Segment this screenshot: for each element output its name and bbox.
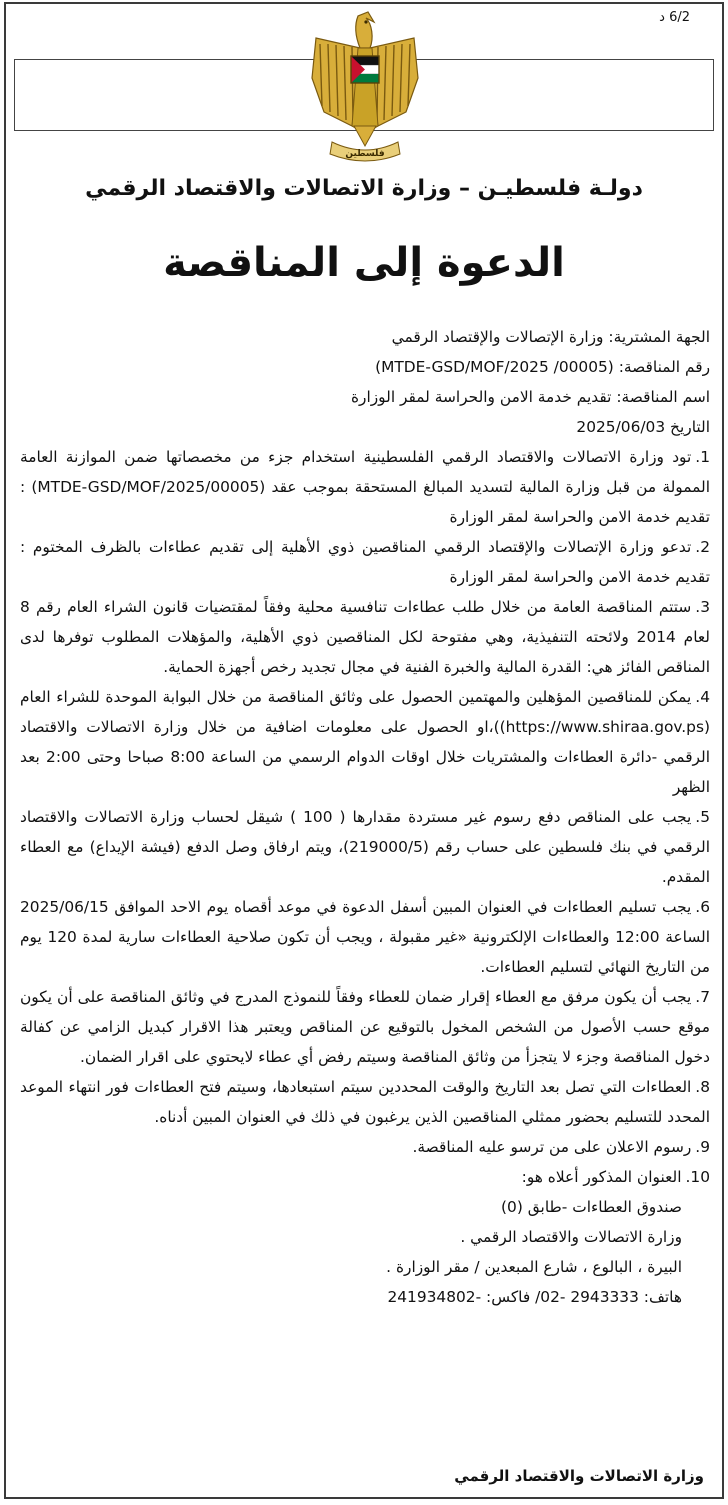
- list-item: 10.العنوان المذكور أعلاه هو:: [521, 1168, 710, 1186]
- list-item: 2.تدعو وزارة الإتصالات والإقتصاد الرقمي المناقصين ذوي الأهلية إلى تقديم عطاءات بالظرف المختوم : تقديم خدمة الامن والحراسة لمقر الوزارة: [20, 538, 710, 586]
- address-line: صندوق العطاءات -طابق (0): [501, 1198, 682, 1216]
- meta-purchaser: الجهة المشترية: وزارة الإتصالات والإقتصاد الرقمي: [391, 328, 710, 346]
- emblem-scroll-text: فلسطين: [345, 149, 385, 159]
- palestine-eagle-emblem: [308, 8, 422, 164]
- address-line: البيرة ، البالوع ، شارع المبعدين / مقر الوزارة .: [386, 1258, 682, 1276]
- ministry-signature: وزارة الاتصالات والاقتصاد الرقمي: [454, 1467, 704, 1485]
- list-item: 4.يمكن للمناقصين المؤهلين والمهتمين الحصول على وثائق المناقصة من خلال البوابة الموحدة للشراء العام (https://www.shiraa.gov.ps))،او الحصول على معلومات اضافية من خلال وزارة الاتصالات والاقتصاد الرقمي -دائرة العطاءات والمشتريات خلال اوقات الدوام الرسمي من الساعة 8:00 صباحا وحتى 2:00 بعد الظهر: [20, 688, 711, 796]
- tender-notice-page: [4, 2, 724, 1499]
- list-item: 7.يجب أن يكون مرفق مع العطاء إقرار ضمان للعطاء وفقاً للنموذج المدرج في وثائق المناقصة على أن يكون موقع حسب الأصول من الشخص المخول بالتوقيع عن المناقص ويعتبر هذا الاقرار كبديل الزامي عن كفالة دخول المناقصة وجزء لا يتجزأ من وثائق المناقصة وسيتم رفض أي عطاء لايحتوي على اقرار الضمان.: [20, 988, 710, 1066]
- list-item: 6.يجب تسليم العطاءات في العنوان المبين أسفل الدعوة في موعد أقصاه يوم الاحد الموافق 2025/06/15 الساعة 12:00 والعطاءات الإلكترونية «غير مقبولة ، ويجب أن تكون صلاحية العطاءات سارية لمدة 120 يوم من التاريخ النهائي لتسليم العطاءات.: [20, 898, 711, 976]
- meta-tender-name: اسم المناقصة: تقديم خدمة الامن والحراسة لمقر الوزارة: [350, 388, 710, 406]
- meta-date: التاريخ 2025/06/03: [576, 418, 710, 436]
- phone-fax-line: هاتف: 2943333 -02/ فاكس: -241934802: [387, 1288, 682, 1306]
- page-reference: 6/2 د: [659, 10, 690, 25]
- state-ministry-title: دولـة فلسطيـن – وزارة الاتصالات والاقتصاد الرقمي: [85, 176, 643, 201]
- tender-invitation-title: الدعوة إلى المناقصة: [163, 240, 565, 286]
- meta-tender-number: رقم المناقصة: (MTDE-GSD/MOF/2025 /00005): [375, 358, 710, 376]
- notice-body: [20, 322, 710, 1312]
- list-item: 8.العطاءات التي تصل بعد التاريخ والوقت المحددين سيتم استبعادها، وسيتم فتح العطاءات فور انتهاء الموعد المحدد للتسليم بحضور ممثلي المناقصين الذين يرغبون في ذلك في العنوان المبين أدناه.: [20, 1078, 710, 1126]
- list-item: 3.ستتم المناقصة العامة من خلال طلب عطاءات تنافسية محلية وفقاً لمقتضيات قانون الشراء العام رقم 8 لعام 2014 ولائحته التنفيذية، وهي مفتوحة لكل المناقصين ذوي الأهلية، والمؤهلات المطلوب توفرها لدى المناقص الفائز هي: القدرة المالية والخبرة الفنية في مجال تجديد رخص أجهزة الحماية.: [20, 598, 710, 676]
- list-item: 9.رسوم الاعلان على من ترسو عليه المناقصة.: [412, 1138, 710, 1156]
- list-item: 5.يجب على المناقص دفع رسوم غير مستردة مقدارها ( 100 ) شيقل لحساب وزارة الاتصالات والاقتصاد الرقمي في بنك فلسطين على حساب رقم (219000/5)، ويتم ارفاق وصل الدفع (فيشة الإيداع) مع العطاء المقدم.: [20, 808, 710, 886]
- address-line: وزارة الاتصالات والاقتصاد الرقمي .: [460, 1228, 682, 1246]
- list-item: 1.تود وزارة الاتصالات والاقتصاد الرقمي الفلسطينية استخدام جزء من مخصصاتها ضمن الموازنة العامة الممولة من قبل وزارة المالية لتسديد المبالغ المستحقة بموجب عقد (00005/MTDE-GSD/MOF/2025) : تقديم خدمة الامن والحراسة لمقر الوزارة: [20, 448, 710, 526]
